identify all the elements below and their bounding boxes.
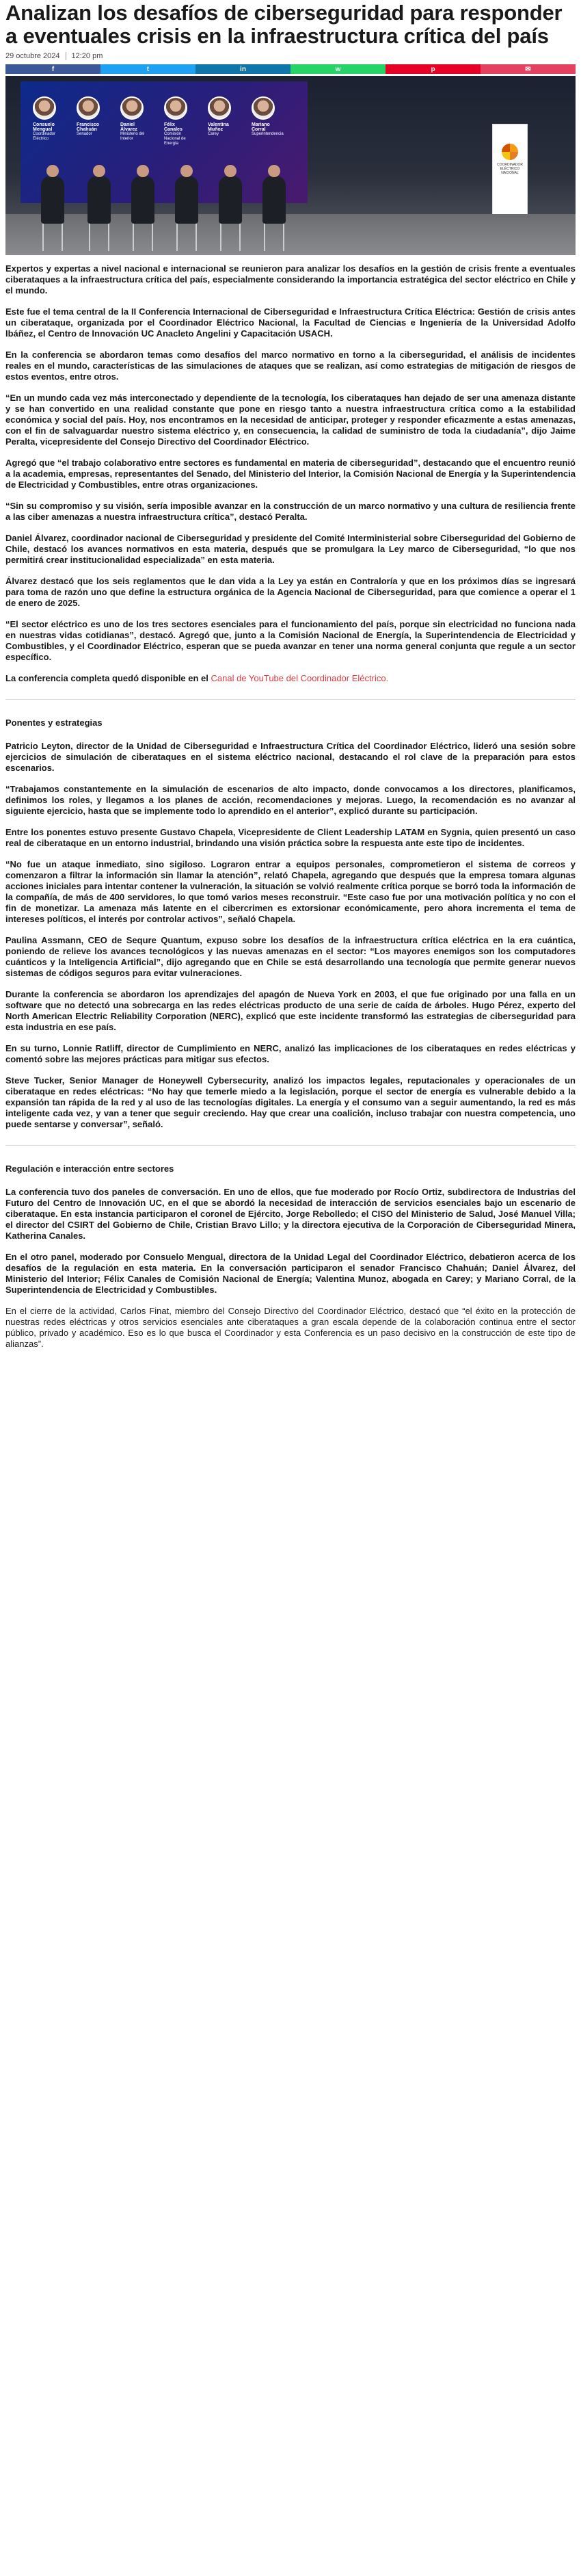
youtube-text: La conferencia completa quedó disponible en el xyxy=(5,673,211,683)
speaker-card: Francisco Chahuán Senador xyxy=(77,96,103,137)
closing-paragraph: En el cierre de la actividad, Carlos Finat, miembro del Consejo Directivo del Coordinador Eléctrico, destacó que “el éxito en la protección de nuestras redes eléctricas y otros servicios esenciales ante ciberataques a gran escala depende de la colaboración continua entre el sector público, privado y académico. Eso es lo que busca el Coordinador y esta Conferencia es un paso decisivo en la construcción de este tipo de alianzas”. xyxy=(5,1306,576,1349)
youtube-paragraph xyxy=(5,673,576,684)
pinterest-icon: p xyxy=(431,65,435,73)
speaker-card: Mariano Corral Superintendencia xyxy=(252,96,278,137)
stool xyxy=(176,222,197,251)
panelist xyxy=(41,176,64,224)
article-photo xyxy=(5,76,576,255)
section-divider xyxy=(5,699,576,700)
stool xyxy=(264,222,284,251)
paragraph: Paulina Assmann, CEO de Sequre Quantum, expuso sobre los desafíos de la infraestructura crítica eléctrica en la era cuántica, poniendo de relieve los avances tecnológicos y las nuevas amenazas en el sector: “Los mayores enemigos son los computadores cuánticos y la Inteligencia Artificial”, dijo agregando que en Chile se está desarrollando una tecnología que permite generar nuevos sistemas de códigos seguros para evitar vulneraciones. xyxy=(5,935,576,978)
article-body xyxy=(5,263,576,1350)
paragraph: En su turno, Lonnie Ratliff, director de Cumplimiento en NERC, analizó las implicaciones de los ciberataques en redes eléctricas y comentó sobre las mejores prácticas para mitigar sus efectos. xyxy=(5,1043,576,1064)
panelist xyxy=(131,176,154,224)
panelist xyxy=(262,176,286,224)
section-divider xyxy=(5,1145,576,1146)
stool xyxy=(133,222,153,251)
panelist xyxy=(87,176,111,224)
linkedin-icon: in xyxy=(240,65,246,73)
section-heading: Regulación e interacción entre sectores xyxy=(5,1164,174,1174)
paragraph: Este fue el tema central de la II Conferencia Internacional de Ciberseguridad e Infraestructura Crítica Eléctrica: Gestión de crisis antes un ciberataque, organizada por el Coordinador Eléctrico Nacional, la Facultad de Ciencias e Ingeniería de la Universidad Adolfo Ibáñez, el Centro de Innovación UC Anacleto Angelini y Capacitación USACH. xyxy=(5,306,576,339)
speaker-card: Félix Canales Comisión Nacional de Energía xyxy=(164,96,190,146)
paragraph: “No fue un ataque inmediato, sino sigiloso. Lograron entrar a equipos personales, comprometieron el sistema de correos y comenzaron a filtrar la información sin llamar la atención”, relató Chapela, agregando que después que la empresa tomara algunas acciones iniciales para intentar contener la vulneración, la situación se volvió realmente crítica porque se borró toda la información de la compañía, de más de 400 servidores, lo que tomó varios meses reconstruir. “Este caso fue por una motivación política y no con el fin de monetizar. La amenaza más latente en el cibercrimen es extorsionar económicamente, pero ahora incrementa el tema de intereses políticos, el interés por controlar activos”, señaló Chapela. xyxy=(5,859,576,924)
panelist xyxy=(219,176,242,224)
paragraph: Steve Tucker, Senior Manager de Honeywell Cybersecurity, analizó los impactos legales, reputacionales y operacionales de un ciberataque en redes eléctricas: “No hay que temerle miedo a la legislación, porque el sector de energía es vulnerable debido a la expansión tan rápida de la red y al uso de las tecnologías digitales. La energía y el consumo van a seguir aumentando, la red es más inteligente cada vez, y van a tener que seguir creciendo. Hay que crear una coalición, incluso trabajar con nuestra competencia, uno puede sentarse y conversar”, señaló. xyxy=(5,1075,576,1129)
paragraph: “El sector eléctrico es uno de los tres sectores esenciales para el funcionamiento del país, porque sin electricidad no funciona nada en nuestras vidas cotidianas”, destacó. Agregó que, junto a la Comisión Nacional de Energía, la Superintendencia de Electricidad y Combustibles, y el Coordinador Eléctrico, esperan que se pueda avanzar en tener una norma general conjunta que regule a un sector específico. xyxy=(5,619,576,662)
stool xyxy=(89,222,109,251)
whatsapp-share-button[interactable] xyxy=(290,64,386,74)
coordinador-logo-icon xyxy=(502,144,518,160)
article-meta xyxy=(5,52,576,60)
youtube-channel-link[interactable]: Canal de YouTube del Coordinador Eléctrico. xyxy=(211,673,389,683)
paragraph: Durante la conferencia se abordaron los aprendizajes del apagón de Nueva York en 2003, el que fue originado por una falla en un software que no detectó una sobrecarga en las redes eléctricas producto de una serie de caída de árboles. Hugo Pérez, experto del North American Electric Reliability Corporation (NERC), explicó que este incidente transformó las estrategias de ciberseguridad para esta industria en ese país. xyxy=(5,989,576,1032)
article-title: Analizan los desafíos de ciberseguridad para responder a eventuales crisis en la infraestructura crítica del país xyxy=(5,1,563,48)
paragraph: En el otro panel, moderado por Consuelo Mengual, directora de la Unidad Legal del Coordinador Eléctrico, debatieron acerca de los desafíos de la regulación en esta materia. En la conversación participaron el senador Francisco Chahuán; Daniel Álvarez, del Ministerio del Interior; Félix Canales de Comisión Nacional de Energía; Valentina Munoz, abogada en Carey; y Mariano Corral, de la Superintendencia de Electricidad y Combustibles. xyxy=(5,1252,576,1295)
coordinador-banner xyxy=(492,124,528,226)
paragraph: Álvarez destacó que los seis reglamentos que le dan vida a la Ley ya están en Contraloría y que en los próximos días se ingresará para toma de razón uno que define la estructura orgánica de la Agencia Nacional de Ciberseguridad, para que comience a operar el 1 de enero de 2025. xyxy=(5,576,576,608)
paragraph: “En un mundo cada vez más interconectado y dependiente de la tecnología, los ciberataques han dejado de ser una amenaza distante y se han convertido en una realidad constante que pone en riesgo tanto a nuestra infraestructura crítica como a la estabilidad económica y social del país. Hoy, nos encontramos en la necesidad de anticipar, proteger y responder eficazmente a estas amenazas, con el fin de salvaguardar nuestro sistema eléctrico y, en consecuencia, la calidad de suministro de toda la ciudadanía”, dijo Jaime Peralta, vicepresidente del Consejo Directivo del Coordinador Eléctrico. xyxy=(5,393,576,447)
section-heading: Ponentes y estrategias xyxy=(5,718,103,728)
email-share-button[interactable] xyxy=(481,64,576,74)
pinterest-share-button[interactable] xyxy=(386,64,481,74)
paragraph: Expertos y expertas a nivel nacional e internacional se reunieron para analizar los desafíos en la gestión de crisis frente a eventuales ciberataques a la infraestructura crítica del país, especialmente considerando la importancia estratégica del sector eléctrico en Chile y el mundo. xyxy=(5,263,576,295)
panelist xyxy=(175,176,198,224)
paragraph: “Trabajamos constantemente en la simulación de escenarios de alto impacto, donde convocamos a los directores, planificamos, definimos los roles, y llegamos a los planes de acción, recomendaciones y mejoras. Luego, la recomendación es no avanzar al siguiente ejercicio, hasta que se implemente todo lo aprendido en el anterior”, explicó durante su participación. xyxy=(5,784,576,816)
stool xyxy=(220,222,241,251)
paragraph: Agregó que “el trabajo colaborativo entre sectores es fundamental en materia de ciberseguridad”, destacando que el encuentro reunió a la academia, empresas, representantes del Senado, del Ministerio del Interior, la Comisión Nacional de Energía y la Superintendencia de Electricidad y Combustibles, entre otras organizaciones. xyxy=(5,458,576,490)
twitter-share-button[interactable] xyxy=(100,64,195,74)
facebook-icon: f xyxy=(51,65,55,73)
speaker-card: Consuelo Mengual Coordinador Eléctrico xyxy=(33,96,59,142)
speaker-card: Valentina Muñoz Carey xyxy=(208,96,234,137)
paragraph: Daniel Álvarez, coordinador nacional de Ciberseguridad y presidente del Comité Interministerial sobre Ciberseguridad del Gobierno de Chile, destacó los avances normativos en esta materia, después que se promulgara la Ley marco de Ciberseguridad, “lo que nos permitirá crear institucionalidad especializada” en esta materia. xyxy=(5,533,576,565)
paragraph: Patricio Leyton, director de la Unidad de Ciberseguridad e Infraestructura Crítica del Coordinador Eléctrico, lideró una sesión sobre ejercicios de simulación de ciberataques en el sistema eléctrico nacional, destacando el rol clave de la preparación para estos escenarios. xyxy=(5,741,576,773)
paragraph: En la conferencia se abordaron temas como desafíos del marco normativo en torno a la ciberseguridad, el análisis de incidentes reales en el mundo, características de las simulaciones de ataques que se realizan, así como estrategias de mitigación de riesgos de estos eventos, entre otros. xyxy=(5,350,576,382)
speaker-card: Daniel Álvarez Ministerio del Interior xyxy=(120,96,146,142)
share-bar xyxy=(5,64,576,74)
twitter-icon: t xyxy=(146,65,150,73)
paragraph: “Sin su compromiso y su visión, sería imposible avanzar en la construcción de un marco normativo y una cultura de resiliencia frente a las ciber amenazas a nuestra infraestructura crítica”, destacó Peralta. xyxy=(5,501,576,522)
article-date: 29 octubre 2024 xyxy=(5,52,60,60)
email-icon: ✉ xyxy=(525,65,531,73)
article-time: 12:20 pm xyxy=(71,52,103,60)
paragraph: La conferencia tuvo dos paneles de conversación. En uno de ellos, que fue moderado por Rocío Ortiz, subdirectora de Industrias del Futuro del Centro de Innovación UC, en el que se abordó la necesidad de interacción de servicios esenciales bajo un escenario de ciberataque. En esta instancia participaron el coronel de Ejército, Jorge Rebolledo; el CISO del Ministerio de Salud, José Manuel Villa; el director del CSIRT del Gobierno de Chile, Cristian Bravo Lillo; y la directora ejecutiva de la Corporación de Ciberseguridad Minera, Katherina Canales. xyxy=(5,1187,576,1241)
linkedin-share-button[interactable] xyxy=(195,64,290,74)
facebook-share-button[interactable] xyxy=(5,64,100,74)
stool xyxy=(42,222,63,251)
whatsapp-icon: w xyxy=(335,65,341,73)
paragraph: Entre los ponentes estuvo presente Gustavo Chapela, Vicepresidente de Client Leadership LATAM en Sygnia, quien presentó un caso real de ciberataque en un entorno industrial, brindando una visión práctica sobre la respuesta ante este tipo de incidentes. xyxy=(5,827,576,848)
banner-text: COORDINADOR ELÉCTRICO NACIONAL xyxy=(496,163,524,175)
